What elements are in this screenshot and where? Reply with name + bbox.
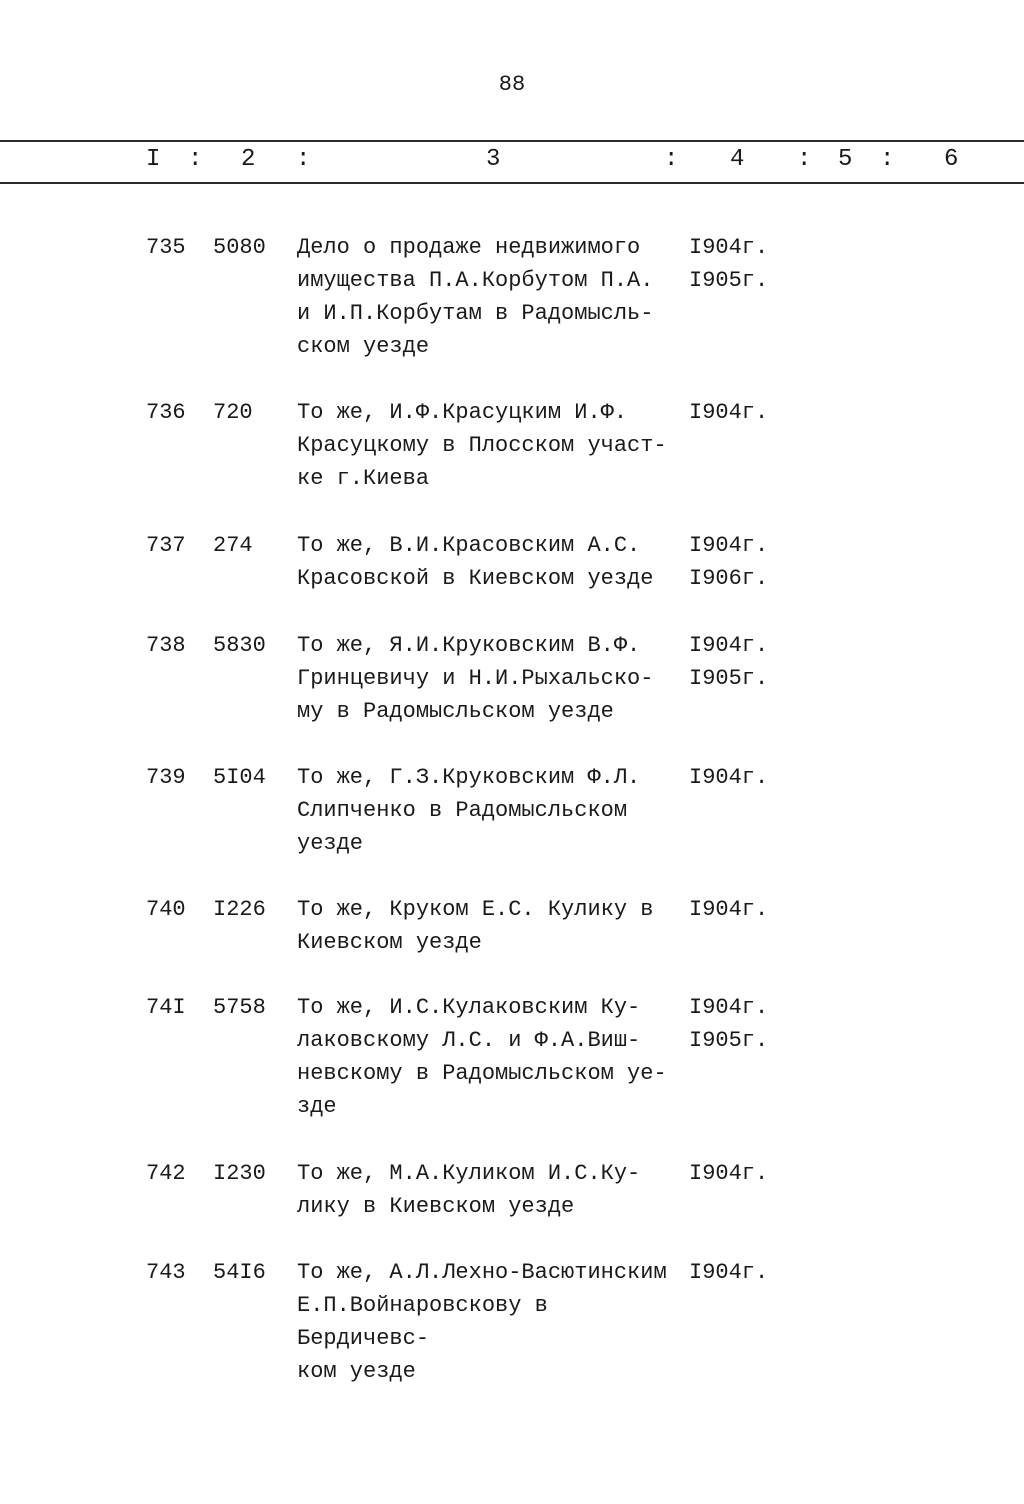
record-number: 739 — [146, 765, 186, 790]
record-dates: I904г. — [689, 765, 769, 790]
record-title: То же, А.Л.Лехно-Васютинским Е.П.Войнаровскову в Бердичевс- ком уезде — [297, 1260, 667, 1384]
record-dates: I904г. — [689, 897, 769, 922]
record-title: То же, М.А.Куликом И.С.Ку- лику в Киевском уезде — [297, 1161, 641, 1219]
column-header-1: I — [146, 146, 161, 173]
record-number: 743 — [146, 1260, 186, 1285]
page-number: 88 — [498, 72, 526, 97]
record-dates: I904г. I905г. — [689, 633, 769, 691]
record-dates: I904г. — [689, 1260, 769, 1285]
record-title: То же, Г.З.Круковским Ф.Л. Слипченко в Радомысльском уезде — [297, 765, 641, 856]
file-number: 5I04 — [213, 765, 266, 790]
column-header-4: 4 — [730, 146, 745, 173]
record-dates: I904г. I905г. — [689, 995, 769, 1053]
record-number: 740 — [146, 897, 186, 922]
record-number: 738 — [146, 633, 186, 658]
record-title: Дело о продаже недвижимого имущества П.А.Корбутом П.А. и И.П.Корбутам в Радомысль- ском уезде — [297, 235, 654, 359]
column-header-2: 2 — [241, 146, 256, 173]
column-separator: : — [296, 146, 311, 173]
record-number: 74I — [146, 995, 186, 1020]
file-number: I230 — [213, 1161, 266, 1186]
column-separator: : — [188, 146, 203, 173]
record-dates: I904г. I906г. — [689, 533, 769, 591]
file-number: 5758 — [213, 995, 266, 1020]
header-bottom-rule — [0, 182, 1024, 184]
file-number: 54I6 — [213, 1260, 266, 1285]
record-title: То же, Я.И.Круковским В.Ф. Гринцевичу и Н.И.Рыхальско- му в Радомысльском уезде — [297, 633, 654, 724]
file-number: I226 — [213, 897, 266, 922]
record-number: 742 — [146, 1161, 186, 1186]
column-separator: : — [664, 146, 679, 173]
record-number: 736 — [146, 400, 186, 425]
header-top-rule — [0, 140, 1024, 142]
record-number: 735 — [146, 235, 186, 260]
column-separator: : — [880, 146, 895, 173]
column-separator: : — [797, 146, 812, 173]
record-number: 737 — [146, 533, 186, 558]
file-number: 274 — [213, 533, 253, 558]
record-dates: I904г. — [689, 1161, 769, 1186]
column-header-6: 6 — [944, 146, 959, 173]
record-title: То же, Круком Е.С. Кулику в Киевском уезде — [297, 897, 654, 955]
record-title: То же, И.С.Кулаковским Ку- лаковскому Л.С. и Ф.А.Виш- невскому в Радомысльском уе- зде — [297, 995, 667, 1119]
file-number: 5830 — [213, 633, 266, 658]
column-header-3: 3 — [486, 146, 501, 173]
column-header-5: 5 — [838, 146, 853, 173]
record-title: То же, В.И.Красовским А.С. Красовской в Киевском уезде — [297, 533, 654, 591]
record-dates: I904г. I905г. — [689, 235, 769, 293]
record-title: То же, И.Ф.Красуцким И.Ф. Красуцкому в Плосском участ- ке г.Киева — [297, 400, 667, 491]
record-dates: I904г. — [689, 400, 769, 425]
file-number: 5080 — [213, 235, 266, 260]
column-header-row — [0, 146, 1024, 176]
file-number: 720 — [213, 400, 253, 425]
